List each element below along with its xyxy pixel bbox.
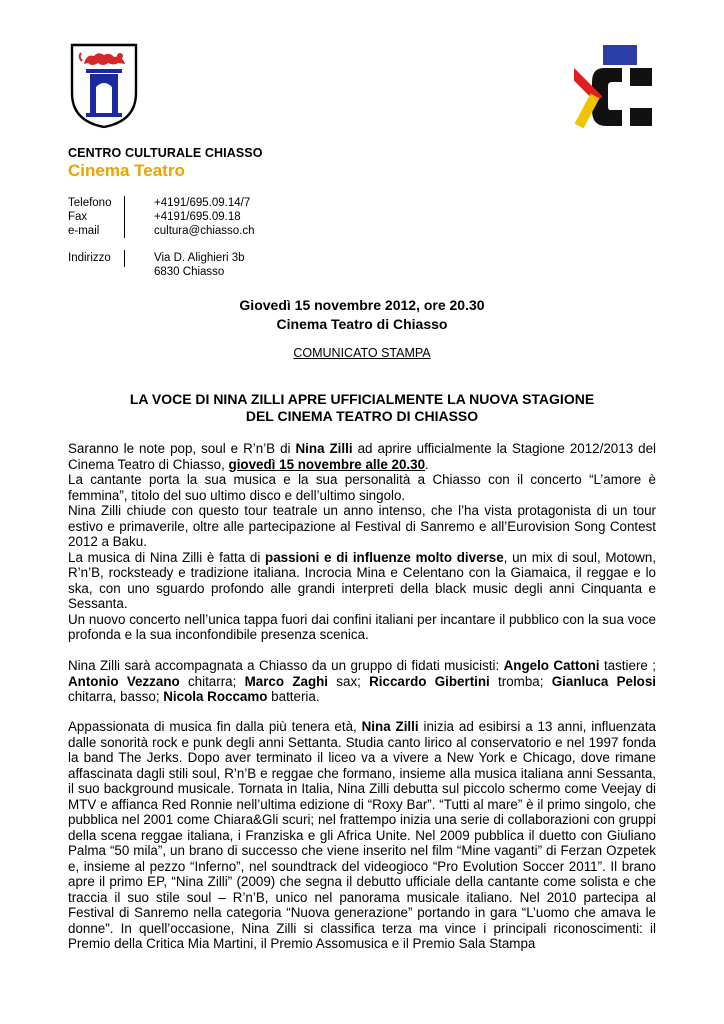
paragraph-1: Saranno le note pop, soul e R’n’B di Nina Zilli ad aprire ufficialmente la Stagione 2012/2013 del Cinema Teatro di Chiasso, giovedì 15 novembre alle 20.30. — [68, 441, 656, 472]
event-date-line: Giovedì 15 novembre 2012, ore 20.30 — [239, 297, 485, 313]
organization-name: CENTRO CULTURALE CHIASSO — [68, 146, 263, 160]
phone-label: Telefono — [68, 197, 112, 209]
contact-divider — [124, 196, 125, 238]
biography-paragraph: Appassionata di musica fin dalla più tenera età, Nina Zilli inizia ad esibirsi a 13 anni, influenzata dalle sonorità rock e punk degli anni Settanta. Studia canto lirico al conservatorio e nel 1997 fonda la band The Jerks. Dopo aver terminato il liceo va a vivere a New York e Chicago, dove rimane affascinata dagli stili soul, R’n’B e reggae che formano, insieme alla musica italiana anni Sessanta, il suo background musicale. Tornata in Italia, Nina Zilli debutta sul piccolo schermo come Veejay di MTV e affianca Red Ronnie nell’ultima edizione di “Roxy Bar”. “Tutti al mare” è il primo singolo, che pubblica nel 2001 come Chiara&Gli scuri; nel frattempo inizia una serie di collaborazioni con gruppi della scena reggae italiana, i Franziska e gli Africa Unite. Nel 2009 pubblica il duetto con Giuliano Palma “50 mila”, un brano di successo che viene inserito nel film “Mine vaganti” di Ferzan Ozpetek e, insieme al pezzo “Inferno”, nel soundtrack del videogioco “Pro Evolution Soccer 2011”. Il brano apre il primo EP, “Nina Zilli” (2009) che segna il debutto ufficiale della cantante come solista e che traccia il suo stile soul – R’n’B, unico nel panorama musicale italiano. Nel 2010 partecipa al Festival di Sanremo nella categoria “Nuova generazione” portando in gara “L’uomo che amava le donne”. In quell’occasione, Nina Zilli si classifica terza ma vince i principali riconoscimenti: il Premio della Critica Mia Martini, il Premio Assomusica e il Premio Sala Stampa — [68, 719, 656, 951]
address-divider — [124, 250, 125, 267]
paragraph-2: La cantante porta la sua musica e la sua personalità a Chiasso con il concerto “L’amore è femmina”, titolo del suo ultimo disco e dell’ultimo singolo. — [68, 472, 656, 503]
paragraph-3: Nina Zilli chiude con questo tour teatrale un anno intenso, che l’ha vista protagonista di un tour estivo e primaverile, oltre alle partecipazione al Festival di Sanremo e all’Eurovision Song Contest 2012 a Baku. — [68, 503, 656, 549]
phone-row — [68, 196, 255, 210]
headline-line-1: LA VOCE DI NINA ZILLI APRE UFFICIALMENTE LA NUOVA STAGIONE — [129, 391, 595, 407]
fax-value: +4191/695.09.18 — [154, 211, 241, 223]
headline-line-2: DEL CINEMA TEATRO DI CHIASSO — [245, 408, 479, 424]
address-line-2: 6830 Chiasso — [154, 266, 225, 278]
event-date — [0, 296, 724, 334]
address-label: Indirizzo — [68, 252, 111, 264]
subtitle: Cinema Teatro — [68, 161, 185, 180]
email-value[interactable]: cultura@chiasso.ch — [154, 225, 255, 237]
contact-block — [68, 196, 255, 279]
cinema-teatro-c-logo-icon — [574, 44, 654, 130]
email-row — [68, 224, 255, 238]
address-row-2 — [68, 265, 255, 279]
press-release-label: COMUNICATO STAMPA — [293, 346, 431, 360]
fax-row — [68, 210, 255, 224]
paragraph-4: La musica di Nina Zilli è fatta di passioni e di influenze molto diverse, un mix di soul, Motown, R’n’B, rocksteady e tradizione italiana. Incrocia Mina e Celentano con la Giamaica, il reggae e lo ska, con uno sguardo profondo alle grandi interpreti della black music degli anni Cinquanta e Sessanta. — [68, 549, 656, 611]
event-venue-line: Cinema Teatro di Chiasso — [276, 316, 448, 332]
phone-value: +4191/695.09.14/7 — [154, 197, 251, 209]
fax-label: Fax — [68, 211, 88, 223]
email-label: e-mail — [68, 225, 100, 237]
paragraph-5: Un nuovo concerto nell’unica tappa fuori dai confini italiani per incantare il pubblico con la sua voce profonda e la sua inconfondibile presenza scenica. — [68, 611, 656, 642]
artist-name: Nina Zilli — [295, 441, 353, 456]
crest-logo-icon — [70, 43, 138, 129]
address-line-1: Via D. Alighieri 3b — [154, 252, 245, 264]
event-date-inline: giovedì 15 novembre alle 20.30 — [228, 456, 426, 472]
address-row — [68, 251, 255, 265]
intro-paragraphs — [68, 441, 656, 643]
musicians-paragraph: Nina Zilli sarà accompagnata a Chiasso da un gruppo di fidati musicisti: Angelo Cattoni tastiere ; Antonio Vezzano chitarra; Marco Zaghi sax; Riccardo Gibertini tromba; Gianluca Pelosi chitarra, basso; Nicola Roccamo batteria. — [68, 658, 657, 704]
headline — [0, 391, 724, 425]
